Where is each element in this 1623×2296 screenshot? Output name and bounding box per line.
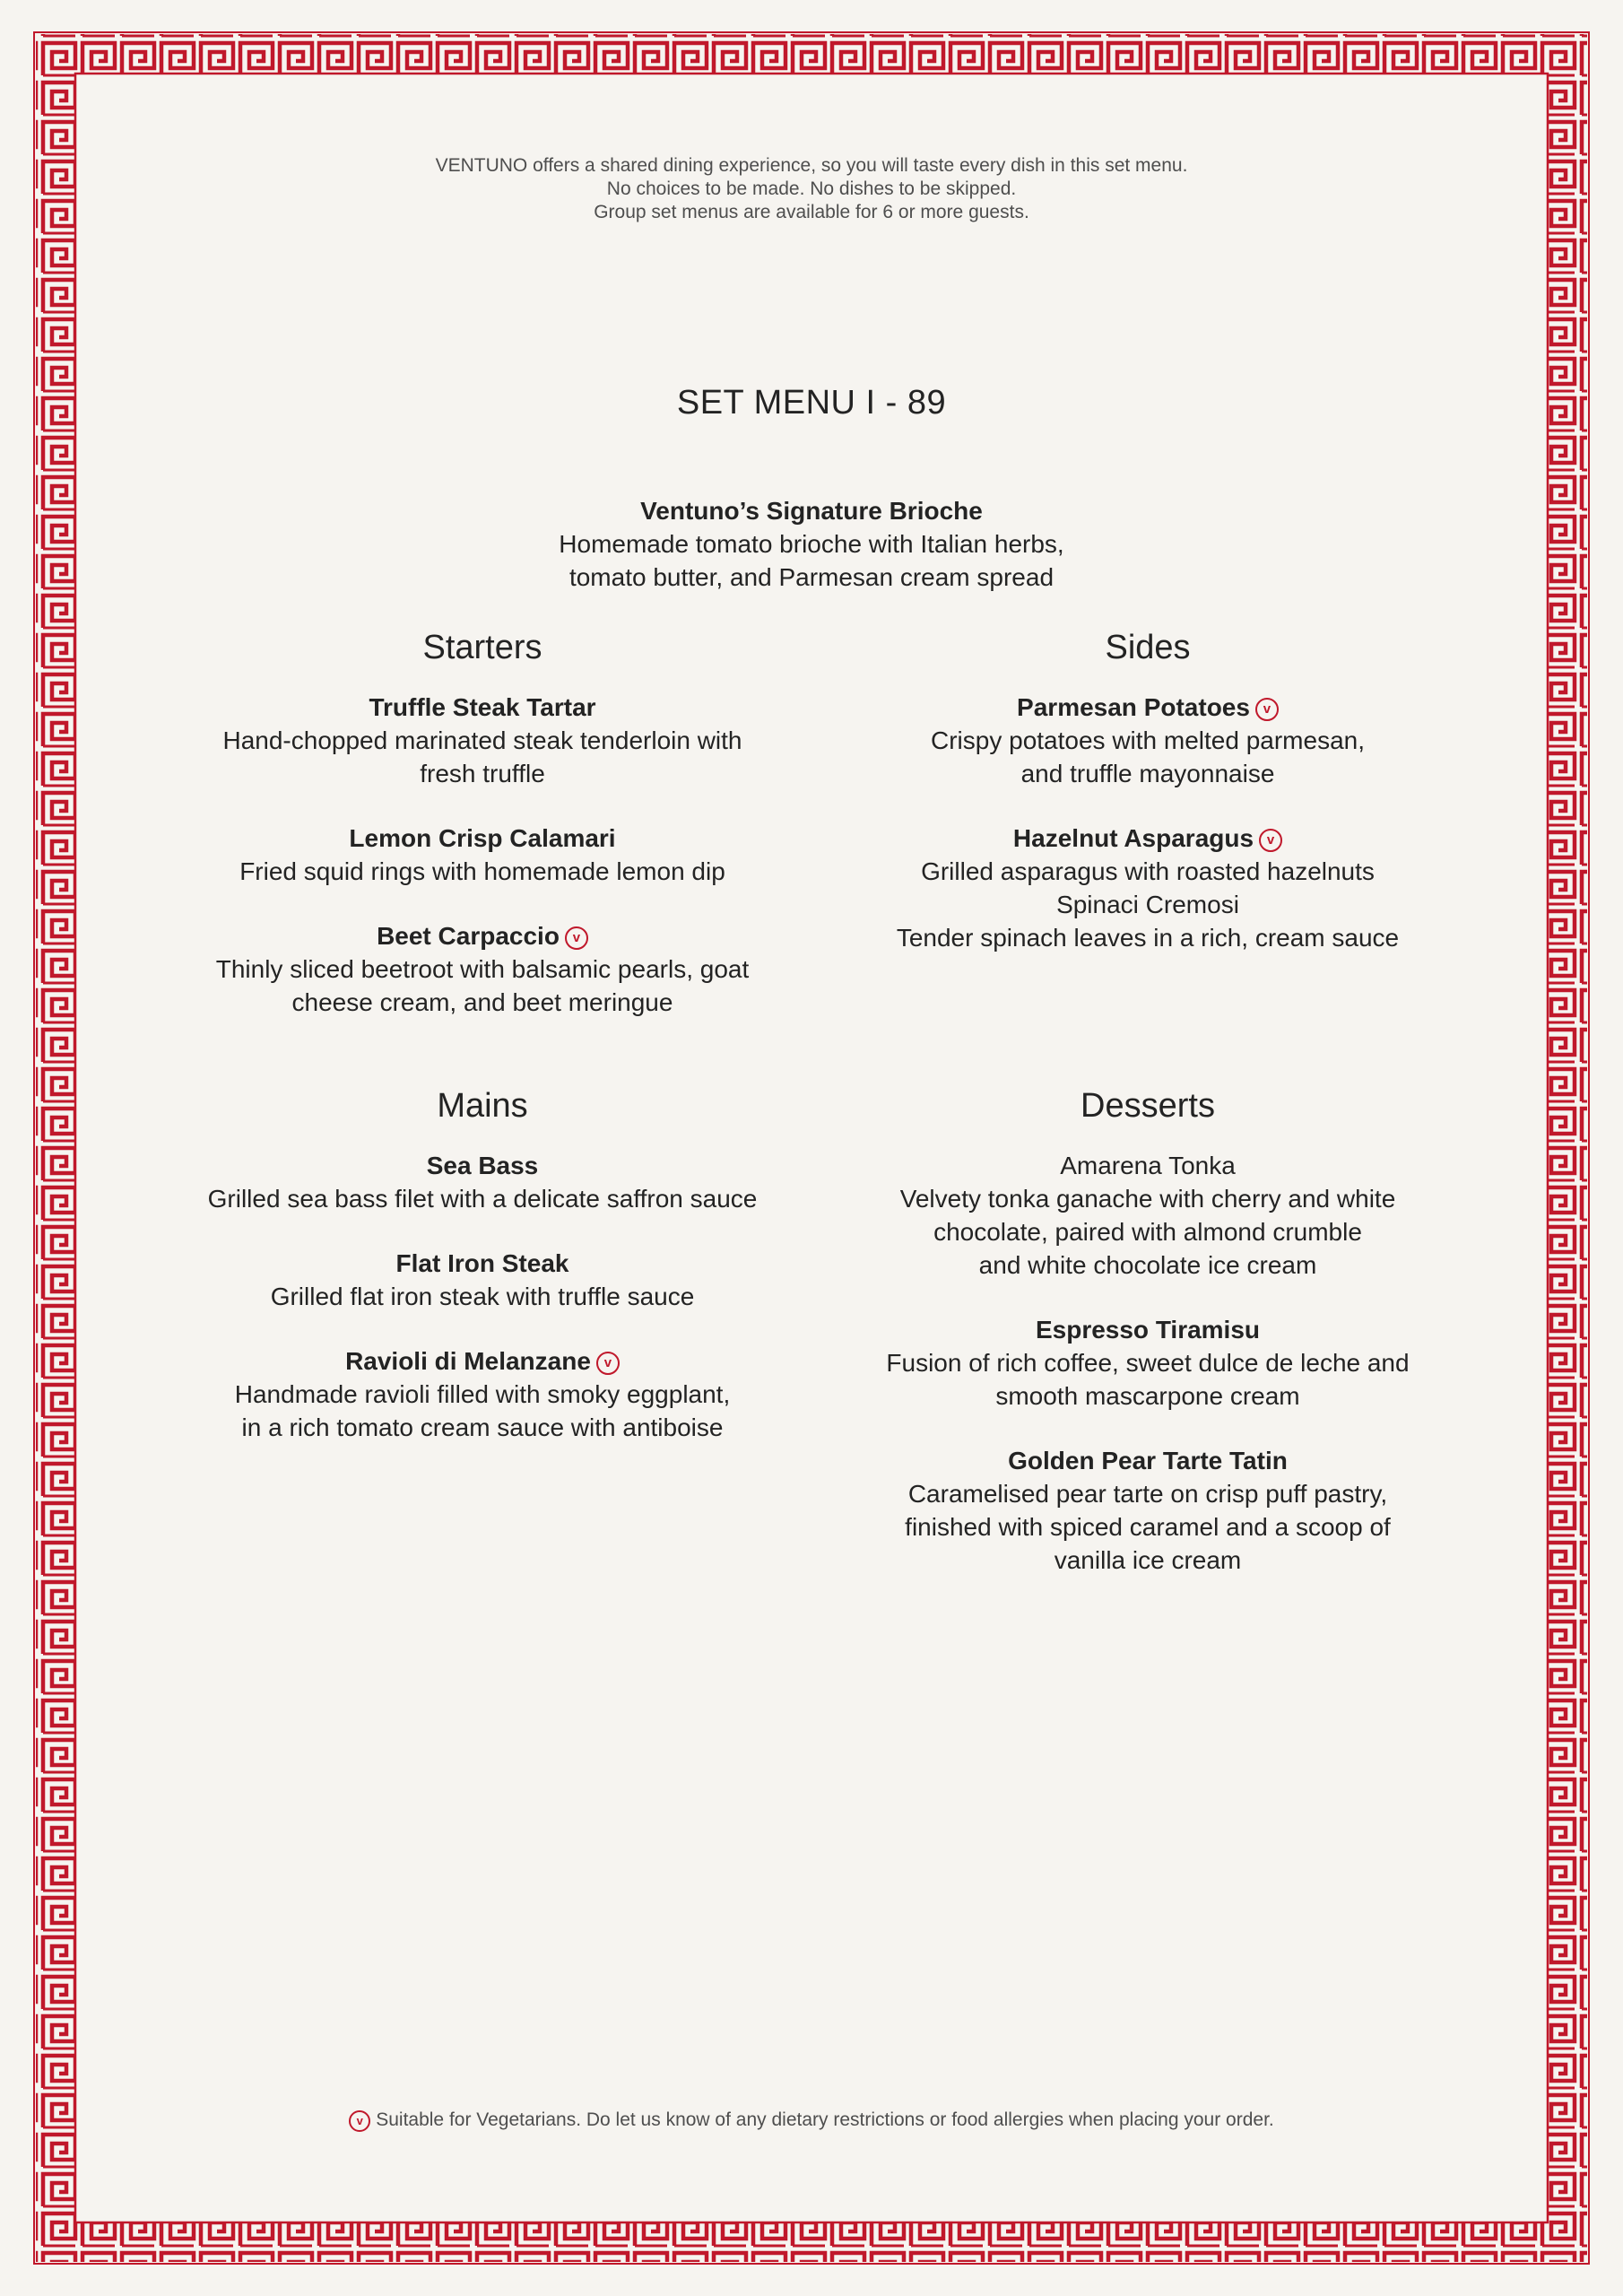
intro-line: Group set menus are available for 6 or more guests. xyxy=(594,202,1029,222)
menu-item-name: Espresso Tiramisu xyxy=(1035,1316,1261,1344)
menu-item-description: Fried squid rings with homemade lemon dip xyxy=(239,857,725,885)
section-starters xyxy=(178,627,787,1050)
section-title: Starters xyxy=(422,629,542,666)
menu-item xyxy=(178,822,787,888)
signature-dish-desc: tomato butter, and Parmesan cream spread xyxy=(568,563,1055,591)
menu-item-name: Hazelnut Asparagus xyxy=(1012,824,1254,852)
vegetarian-icon: v xyxy=(1255,698,1279,721)
section-title: Mains xyxy=(437,1087,528,1125)
menu-item-description: Thinly sliced beetroot with balsamic pearls, goat cheese cream, and beet meringue xyxy=(215,955,750,1016)
menu-item xyxy=(178,1149,787,1215)
menu-item xyxy=(843,1444,1453,1577)
menu-item-description: Crispy potatoes with melted parmesan, and truffle mayonnaise xyxy=(931,726,1365,787)
intro-text xyxy=(0,154,1623,224)
menu-item xyxy=(178,1344,787,1444)
menu-item-name-row xyxy=(178,1149,787,1182)
menu-item xyxy=(843,822,1453,954)
menu-item xyxy=(843,1149,1453,1282)
menu-item-description: Grilled asparagus with roasted hazelnuts Spinaci Cremosi Tender spinach leaves in a rich, cream sauce xyxy=(896,857,1400,952)
intro-line: No choices to be made. No dishes to be skipped. xyxy=(606,178,1017,199)
menu-item-name: Sea Bass xyxy=(426,1152,539,1179)
menu-item-name: Beet Carpaccio xyxy=(377,922,560,950)
menu-item xyxy=(843,1313,1453,1413)
menu-item-name: Golden Pear Tarte Tatin xyxy=(1008,1447,1288,1474)
menu-item xyxy=(178,919,787,1019)
menu-item-name-row xyxy=(178,1344,787,1378)
menu-item-name: Lemon Crisp Calamari xyxy=(349,824,616,852)
vegetarian-icon: v xyxy=(596,1352,620,1375)
menu-item-name-row xyxy=(178,1247,787,1280)
menu-item-description: Grilled sea bass filet with a delicate saffron sauce xyxy=(207,1185,758,1213)
menu-item-description: Grilled flat iron steak with truffle sauce xyxy=(270,1283,695,1310)
footer-text: Suitable for Vegetarians. Do let us know of any dietary restrictions or food allergies when placing your order. xyxy=(376,2109,1274,2130)
menu-item xyxy=(843,691,1453,790)
section-sides xyxy=(843,627,1453,986)
menu-item-name-row xyxy=(843,1149,1453,1182)
menu-item xyxy=(178,1247,787,1313)
menu-item-name-row xyxy=(843,691,1453,724)
section-title: Sides xyxy=(1105,629,1191,666)
menu-item-description: Hand-chopped marinated steak tenderloin with fresh truffle xyxy=(222,726,742,787)
vegetarian-icon: v xyxy=(349,2110,370,2132)
menu-item-name-row xyxy=(843,1444,1453,1477)
menu-item-name: Parmesan Potatoes xyxy=(1017,693,1250,721)
menu-item-description: Fusion of rich coffee, sweet dulce de leche and smooth mascarpone cream xyxy=(886,1349,1410,1410)
section-mains xyxy=(178,1085,787,1475)
menu-item-name-row xyxy=(843,1313,1453,1346)
menu-item-name: Amarena Tonka xyxy=(1060,1152,1236,1179)
section-title: Desserts xyxy=(1081,1087,1215,1125)
menu-item xyxy=(178,691,787,790)
page-title: SET MENU I - 89 xyxy=(676,384,947,422)
menu-item-name: Ravioli di Melanzane xyxy=(345,1347,591,1375)
menu-item-name: Flat Iron Steak xyxy=(395,1249,569,1277)
menu-item-name-row xyxy=(178,691,787,724)
menu-item-name-row xyxy=(178,822,787,855)
vegetarian-icon: v xyxy=(1259,829,1282,852)
menu-item-description: Caramelised pear tarte on crisp puff pastry, finished with spiced caramel and a scoop of vanilla ice cream xyxy=(905,1480,1391,1574)
menu-item-name-row xyxy=(178,919,787,952)
signature-dish-name: Ventuno’s Signature Brioche xyxy=(640,497,983,525)
menu-item-name-row xyxy=(843,822,1453,855)
signature-dish-desc: Homemade tomato brioche with Italian herbs, xyxy=(559,530,1064,558)
menu-item-description: Handmade ravioli filled with smoky eggplant, in a rich tomato cream sauce with antiboise xyxy=(234,1380,731,1441)
menu-item-name: Truffle Steak Tartar xyxy=(369,693,596,721)
signature-dish xyxy=(0,494,1623,594)
footer-note xyxy=(0,2109,1623,2132)
menu-item-description: Velvety tonka ganache with cherry and white chocolate, paired with almond crumble and white chocolate ice cream xyxy=(899,1185,1396,1279)
intro-line: VENTUNO offers a shared dining experience, so you will taste every dish in this set menu. xyxy=(435,155,1188,176)
section-desserts xyxy=(843,1085,1453,1608)
vegetarian-icon: v xyxy=(565,926,588,950)
